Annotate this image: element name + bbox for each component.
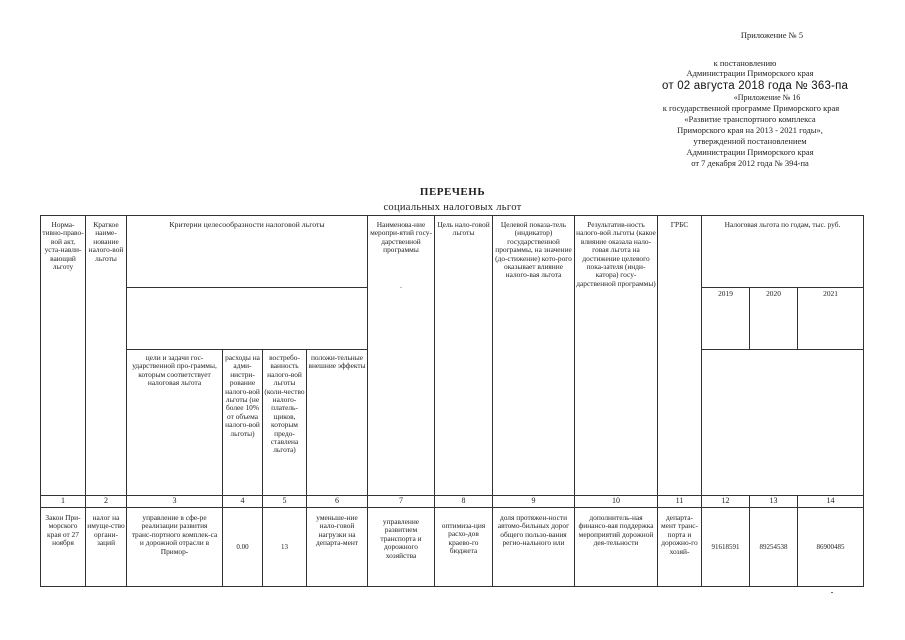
resolution-line-1: к постановлению	[713, 58, 777, 68]
header-admin-costs: расходы на адми-нистри-рование налого-вой льготы (не более 10% от объема налого-вой льготы)	[223, 350, 263, 496]
program-line-2: «Развитие транспортного комплекса	[684, 114, 816, 124]
appendix16-label: «Приложение № 16	[733, 93, 801, 102]
header-legal-act: Норма-тивно-право-вой акт, уста-навли-вающий льготу	[41, 216, 86, 496]
column-number-row	[41, 496, 864, 508]
header-year-2020: 2020	[750, 288, 798, 350]
col-number-2: 2	[86, 496, 127, 508]
program-line-3: Приморского края на 2013 - 2021 годы»,	[677, 125, 823, 135]
program-line-4: утвержденной постановлением	[693, 136, 807, 146]
col-number-11: 11	[658, 496, 702, 508]
cell-admin-costs: 0.00	[223, 508, 263, 587]
col-number-8: 8	[435, 496, 493, 508]
cell-benefit-goal: оптимиза-ция расхо-дов краево-го бюджета	[435, 508, 493, 587]
header-target-indicator: Целевой показа-тель (индикатор) государственной программы, на значение (до-стижение) кото-рого оказывает влияние налого-вая льгота	[493, 216, 575, 496]
cell-grbs: департа-мент транс-порта и дорожно-го хозяй-	[658, 508, 702, 587]
header-program-activities	[368, 216, 435, 496]
col-number-1: 1	[41, 496, 86, 508]
col-number-3: 3	[127, 496, 223, 508]
col-number-12: 12	[702, 496, 750, 508]
header-demand: востребо-ванность налого-вой льготы (коли-чество налого-платель-щиков, которым предо-ставлена льгота)	[263, 350, 307, 496]
header-year-2019: 2019	[702, 288, 750, 350]
header-program-activities-mark: .	[400, 280, 402, 290]
header-benefit-name: Краткое наиме-нование налого-вой льготы	[86, 216, 127, 496]
col-number-10: 10	[575, 496, 658, 508]
page-subtitle: социальных налоговых льгот	[383, 202, 522, 213]
program-line-1: к государственной программе Приморского края	[662, 103, 840, 113]
header-years-spacer	[702, 350, 864, 496]
col-number-13: 13	[750, 496, 798, 508]
tax-benefits-table	[40, 215, 864, 587]
cell-external-effects: уменьше-ние нало-говой нагрузки на департа-мент	[307, 508, 368, 587]
cell-benefit-2020: 89254538	[750, 508, 798, 587]
header-benefit-by-year: Налоговая льгота по годам, тыс. руб.	[702, 216, 864, 288]
appendix-label: Приложение № 5	[740, 30, 804, 40]
col-number-5: 5	[263, 496, 307, 508]
header-program-activities-text: Наименова-ние меропри-ятий госу-дарственной программы	[370, 220, 432, 255]
col-number-9: 9	[493, 496, 575, 508]
cell-benefit-2019: 91618591	[702, 508, 750, 587]
cell-benefit-name: налог на имуще-ство органи-заций	[86, 508, 127, 587]
table-row	[41, 508, 864, 587]
col-number-14: 14	[798, 496, 864, 508]
col-number-6: 6	[307, 496, 368, 508]
header-benefit-goal: Цель нало-говой льготы	[435, 216, 493, 496]
col-number-7: 7	[368, 496, 435, 508]
cell-effectiveness: дополнитель-ная финансо-вая поддержка мероприятий дорожной дея-тельности	[575, 508, 658, 587]
date-stamp: от 02 августа 2018 года № 363-па	[662, 80, 849, 92]
header-grbs: ГРБС	[658, 216, 702, 496]
header-goals-tasks: цели и задачи гос-ударственной про-граммы, которым соответствует налоговая льгота	[127, 350, 223, 496]
cell-program-activities: управление развитием транспорта и дорожного хозяйства	[368, 508, 435, 587]
header-external-effects: положи-тельные внешние эффекты	[307, 350, 368, 496]
cell-legal-act: Закон При-морского края от 27 ноября	[41, 508, 86, 587]
program-line-6: от 7 декабря 2012 года № 394-па	[691, 158, 809, 168]
resolution-line-2: Администрации Приморского края	[686, 68, 814, 78]
header-effectiveness: Результатив-ность налого-вой льготы (какое влияние оказала нало-говая льгота на достижение целевого пока-зателя (инди-катора) госу-дарственной программы)	[575, 216, 658, 496]
header-criteria-spacer	[127, 288, 368, 350]
header-criteria: Критерии целесообразности налоговой льготы	[127, 216, 368, 288]
program-line-5: Администрации Приморского края	[686, 147, 814, 157]
header-year-2021: 2021	[798, 288, 864, 350]
cell-goals-tasks: управление в сфе-ре реализации развития транс-портного комплек-са и дорожной отрасли в Примор-	[127, 508, 223, 587]
cell-target-indicator: доля протяжен-ности автомо-бильных дорог общего пользо-вания регио-нального или	[493, 508, 575, 587]
cell-benefit-2021: 86900485	[798, 508, 864, 587]
col-number-4: 4	[223, 496, 263, 508]
page-title: ПЕРЕЧЕНЬ	[419, 186, 486, 198]
cell-demand: 13	[263, 508, 307, 587]
scan-speck	[831, 592, 833, 593]
